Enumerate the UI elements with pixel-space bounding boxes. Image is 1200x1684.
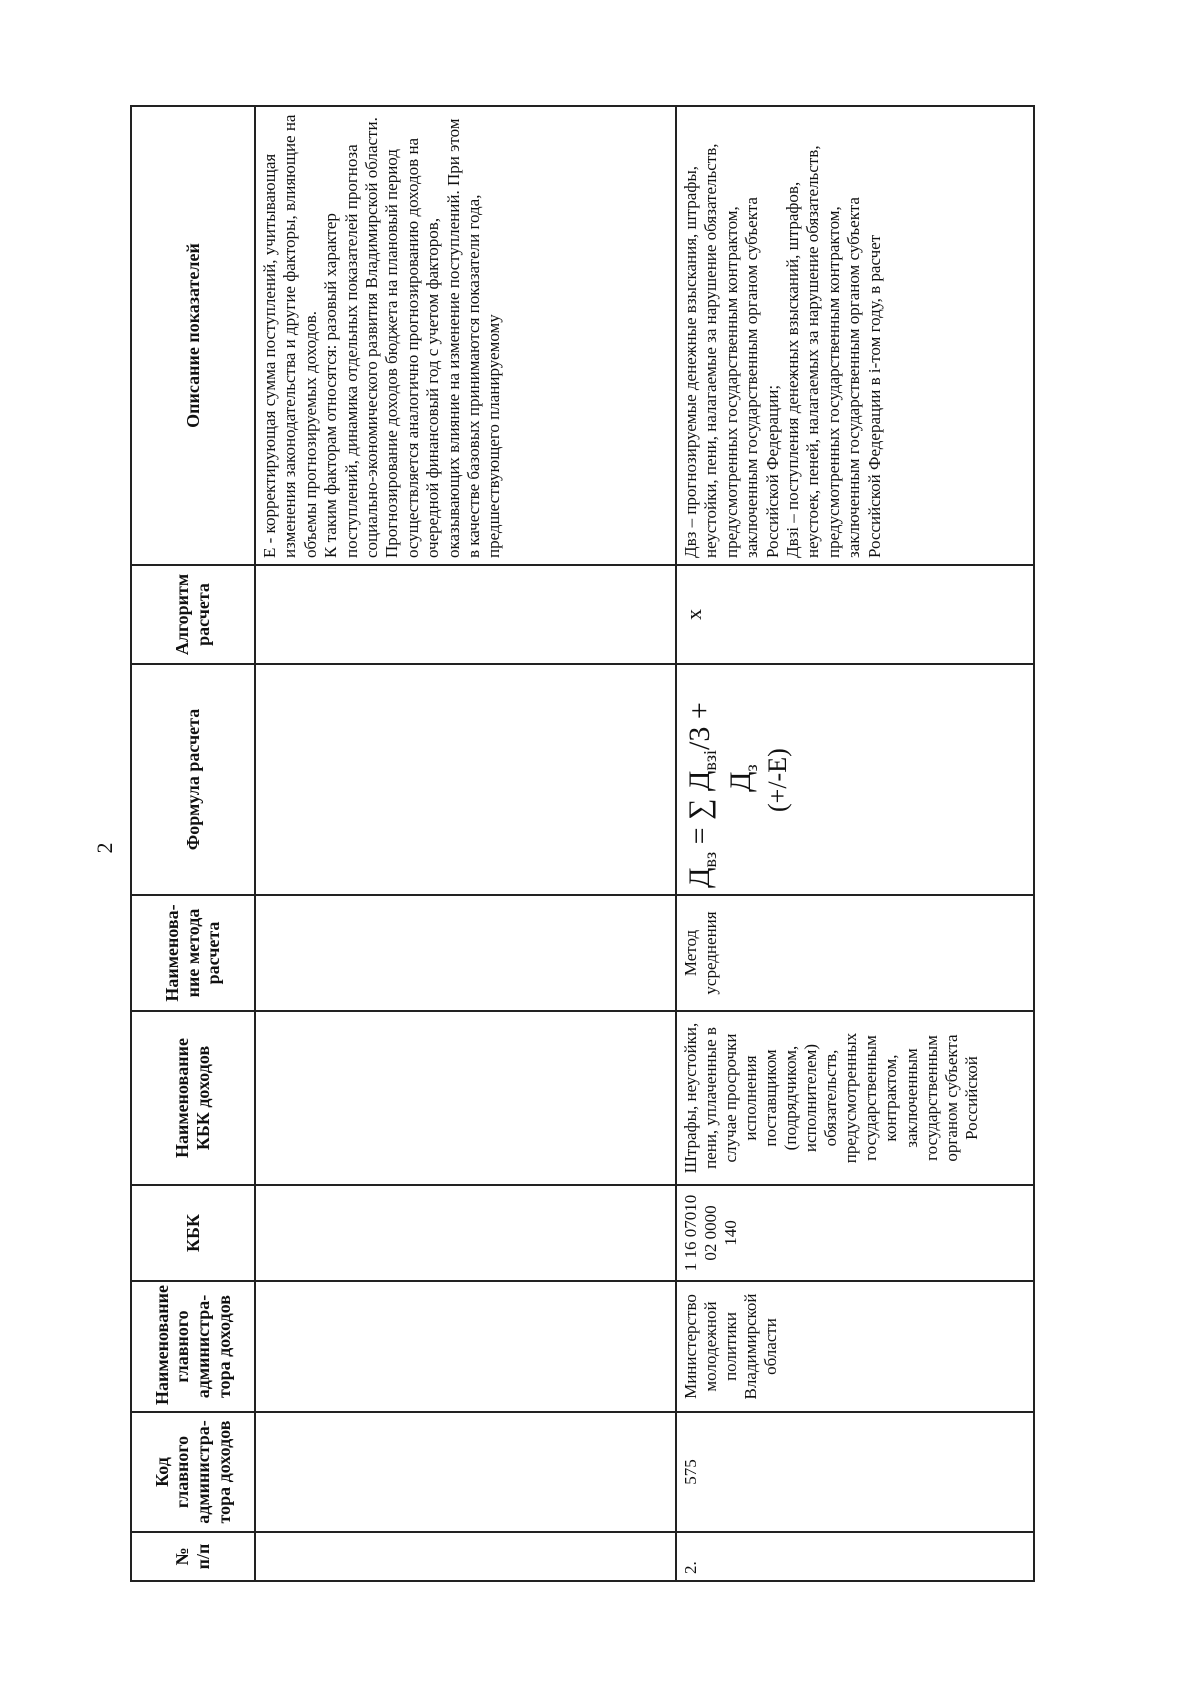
row2-kbk: 1 16 07010 02 0000 140 (676, 1185, 1034, 1281)
row2-admin-code: 575 (676, 1412, 1034, 1532)
row2-description (676, 106, 1034, 565)
header-kbk: КБК (131, 1185, 255, 1281)
row1-desc-line: Прогнозирование доходов бюджета на плановый период осуществляется аналогично прогнозированию доходов на очередной финансовый год с учетом факторов, оказывающих влияние на изменение поступлений. При этом в качестве базовых принимаются показатели года, предшествующего планируемому (382, 118, 504, 558)
table-row (255, 106, 676, 1581)
formula-div: /3 + (683, 702, 716, 751)
row1-desc-line: Е - корректирующая сумма поступлений, учитывающая изменения законодательства и другие факторы, влияющие на объемы прогнозируемых доходов. (260, 114, 320, 558)
formula-lhs-sub: вз (700, 851, 720, 868)
formula-lhs: Д (683, 867, 716, 888)
row2-desc-line: Двзi – поступления денежных взысканий, штрафов, неустоек, пеней, налагаемых за нарушение обязательств, предусмотренных государственным контрактом, заключенным государственным органом субъекта Российской Федерации в i-том году, в расчет (782, 145, 884, 558)
rotated-table-container (130, 107, 1035, 1582)
header-row (131, 106, 255, 1581)
formula-line2: $Д_з$ (723, 764, 761, 792)
formula-sum-sub: взi (700, 750, 720, 771)
formula-line3: (+/-Е) (763, 748, 792, 812)
header-admin-code: Код главного администра-тора доходов (131, 1412, 255, 1532)
header-num: № п/п (131, 1532, 255, 1581)
header-admin-name: Наименование главного администра-тора доходов (131, 1281, 255, 1412)
row2-desc-line: Двз – прогнозируемые денежные взыскания, штрафы, неустойки, пени, налагаемые за нарушение обязательств, предусмотренных государственным контрактом, заключенным государственным органом субъекта Российской Федерации; (681, 143, 782, 558)
row2-num: 2. (676, 1532, 1034, 1581)
header-method-name: Наименова-ние метода расчета (131, 895, 255, 1011)
row2-admin-name: Министерство молодежной политики Владимирской области (676, 1281, 1034, 1412)
row2-formula (676, 664, 1034, 895)
row2-method-name: Метод усреднения (676, 895, 1034, 1011)
row2-kbk-name: Штрафы, неустойки, пени, уплаченные в случае просрочки исполнения поставщиком (подрядчиком, исполнителем) обязательств, предусмотренных государственным контрактом, заключенным государственным органом субъекта Российской (676, 1011, 1034, 1185)
header-formula: Формула расчета (131, 664, 255, 895)
table-row (676, 106, 1034, 1581)
row2-algorithm: х (676, 565, 1034, 664)
row1-desc-line: К таким факторам относятся: разовый характер поступлений, динамика отдельных показателей прогноза социально-экономического развития Владимирской области. (321, 117, 381, 558)
header-kbk-name: Наименование КБК доходов (131, 1011, 255, 1185)
revenue-forecast-table (130, 105, 1035, 1582)
header-description: Описание показателей (131, 106, 255, 565)
formula-eq: = ∑ Д (683, 770, 716, 852)
page-number: 2 (92, 842, 117, 854)
row1-description (255, 106, 676, 565)
header-algorithm: Алгоритм расчета (131, 565, 255, 664)
